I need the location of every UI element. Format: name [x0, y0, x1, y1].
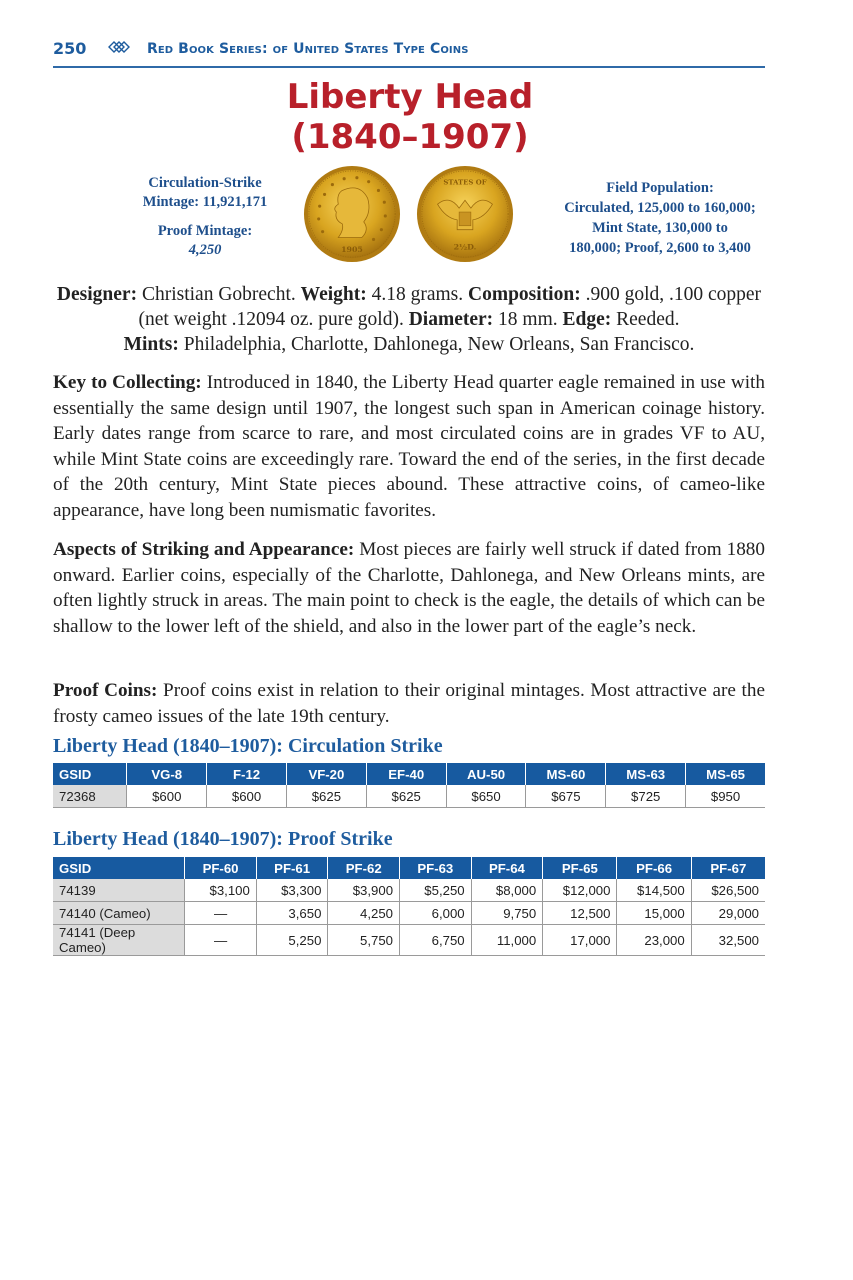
proof-coins-text: Proof coins exist in relation to their original mintages. Most attractive are the frosty cameo issues of the late 19th century. [53, 680, 765, 727]
column-header: EF-40 [366, 763, 446, 785]
proof-mintage-label: Proof Mintage: [157, 223, 253, 239]
diamond-knot-ornament-icon [108, 39, 130, 55]
column-header: GSID [53, 857, 185, 879]
designer-label: Designer: [56, 284, 138, 305]
series-title: Red Book Series: of United States Type Coins [147, 41, 469, 57]
proof-coins-label: Proof Coins: [53, 680, 158, 701]
price-cell: $600 [127, 785, 207, 808]
coin-obverse-image [303, 165, 401, 263]
price-cell: $600 [207, 785, 287, 808]
page-number: 250 [53, 39, 87, 58]
coin-date: 1905 [341, 245, 363, 255]
striking-label: Aspects of Striking and Appearance: [53, 539, 355, 560]
price-cell: $12,000 [543, 879, 617, 902]
table-row [53, 925, 765, 956]
mints-label: Mints: [123, 334, 179, 355]
table-header-row [53, 763, 765, 785]
field-population-line3: 180,000; Proof, 2,600 to 3,400 [569, 240, 751, 256]
column-header: VG-8 [127, 763, 207, 785]
price-cell: 11,000 [471, 925, 543, 956]
column-header: MS-60 [526, 763, 606, 785]
price-cell: 15,000 [617, 902, 691, 925]
price-cell: $650 [446, 785, 526, 808]
circulation-mintage-value: Mintage: 11,921,171 [142, 194, 268, 210]
coin-denomination: 2½D. [453, 242, 477, 252]
price-cell: — [185, 925, 257, 956]
weight-label: Weight: [300, 284, 367, 305]
price-cell: $3,100 [185, 879, 257, 902]
column-header: MS-65 [686, 763, 765, 785]
column-header: MS-63 [606, 763, 686, 785]
price-cell: $625 [366, 785, 446, 808]
table-row [53, 785, 765, 808]
column-header: GSID [53, 763, 127, 785]
field-population-line1: Circulated, 125,000 to 160,000; [564, 200, 756, 216]
price-cell: $26,500 [691, 879, 765, 902]
mintage-info [118, 174, 292, 260]
price-cell: $950 [686, 785, 765, 808]
price-cell: 29,000 [691, 902, 765, 925]
key-to-collecting-text: Introduced in 1840, the Liberty Head quarter eagle remained in use with essentially the same design until 1907, the longest such span in American coinage history. Early dates range from scarce to rare, and most circulated coins are in grades VF to AU, while Mint State coins are exceedingly rare. Toward the end of the series, in the first decade of the 20th century, Mint State pieces abound. These attractive coins, of cameo-like appearance, have long been numismatic favorites. [53, 372, 765, 521]
table-row [53, 902, 765, 925]
running-header [53, 38, 765, 68]
key-to-collecting-paragraph [53, 370, 765, 524]
price-cell: 5,250 [256, 925, 328, 956]
gsid-cell: 74140 (Cameo) [53, 902, 185, 925]
price-cell: 12,500 [543, 902, 617, 925]
coin-specifications [53, 282, 765, 357]
circulation-strike-table [53, 763, 765, 808]
column-header: PF-61 [256, 857, 328, 879]
composition-label: Composition: [468, 284, 581, 305]
edge-label: Edge: [562, 309, 612, 330]
column-header: PF-62 [328, 857, 400, 879]
gsid-cell: 74141 (Deep Cameo) [53, 925, 185, 956]
price-cell: 23,000 [617, 925, 691, 956]
gsid-cell: 72368 [53, 785, 127, 808]
circulation-table-title: Liberty Head (1840–1907): Circulation Strike [53, 735, 443, 757]
column-header: PF-63 [400, 857, 472, 879]
price-cell: $8,000 [471, 879, 543, 902]
column-header: PF-66 [617, 857, 691, 879]
price-cell: $14,500 [617, 879, 691, 902]
price-cell: 5,750 [328, 925, 400, 956]
column-header: PF-67 [691, 857, 765, 879]
price-cell: $5,250 [400, 879, 472, 902]
designer-value: Christian Gobrecht. [137, 284, 301, 305]
field-population-label: Field Population: [606, 180, 714, 196]
column-header: PF-60 [185, 857, 257, 879]
price-cell: 6,750 [400, 925, 472, 956]
column-header: PF-65 [543, 857, 617, 879]
price-cell: 6,000 [400, 902, 472, 925]
circulation-mintage-label: Circulation-Strike [148, 175, 262, 191]
gsid-cell: 74139 [53, 879, 185, 902]
proof-table-title: Liberty Head (1840–1907): Proof Strike [53, 828, 393, 850]
price-cell: $625 [286, 785, 366, 808]
price-cell: $675 [526, 785, 606, 808]
edge-value: Reeded. [611, 309, 680, 330]
field-population-line2: Mint State, 130,000 to [592, 220, 728, 236]
column-header: AU-50 [446, 763, 526, 785]
diameter-value: 18 mm. [493, 309, 563, 330]
composition-value: .900 gold, .100 copper (net weight .12094 oz. pure gold). [138, 284, 762, 330]
key-to-collecting-label: Key to Collecting: [53, 372, 202, 393]
weight-value: 4.18 grams. [366, 284, 469, 305]
price-cell: $3,300 [256, 879, 328, 902]
page-title-line2: (1840–1907) [291, 117, 529, 157]
striking-text: Most pieces are fairly well struck if dated from 1880 onward. Earlier coins, especially of the Charlotte, Dahlonega, and New Orleans mints, are often lightly struck in areas. The main point to check is the eagle, the details of which can be shallow to the lower left of the shield, and also in the lower part of the eagle’s neck. [53, 539, 765, 637]
price-cell: 3,650 [256, 902, 328, 925]
table-header-row [53, 857, 765, 879]
coin-legend: STATES OF [443, 178, 487, 187]
diameter-label: Diameter: [408, 309, 494, 330]
column-header: PF-64 [471, 857, 543, 879]
price-cell: 32,500 [691, 925, 765, 956]
coin-reverse-image [416, 165, 514, 263]
price-cell: $3,900 [328, 879, 400, 902]
price-cell: $725 [606, 785, 686, 808]
price-cell: 9,750 [471, 902, 543, 925]
price-cell: 17,000 [543, 925, 617, 956]
price-cell: — [185, 902, 257, 925]
price-cell: 4,250 [328, 902, 400, 925]
proof-coins-paragraph [53, 678, 765, 729]
column-header: F-12 [207, 763, 287, 785]
field-population-info [530, 178, 790, 258]
proof-mintage-value: 4,250 [188, 242, 222, 258]
striking-paragraph [53, 537, 765, 639]
page-title-line1: Liberty Head [286, 77, 534, 117]
column-header: VF-20 [286, 763, 366, 785]
proof-strike-table [53, 857, 765, 956]
table-row [53, 879, 765, 902]
mints-value: Philadelphia, Charlotte, Dahlonega, New Orleans, San Francisco. [178, 334, 695, 355]
